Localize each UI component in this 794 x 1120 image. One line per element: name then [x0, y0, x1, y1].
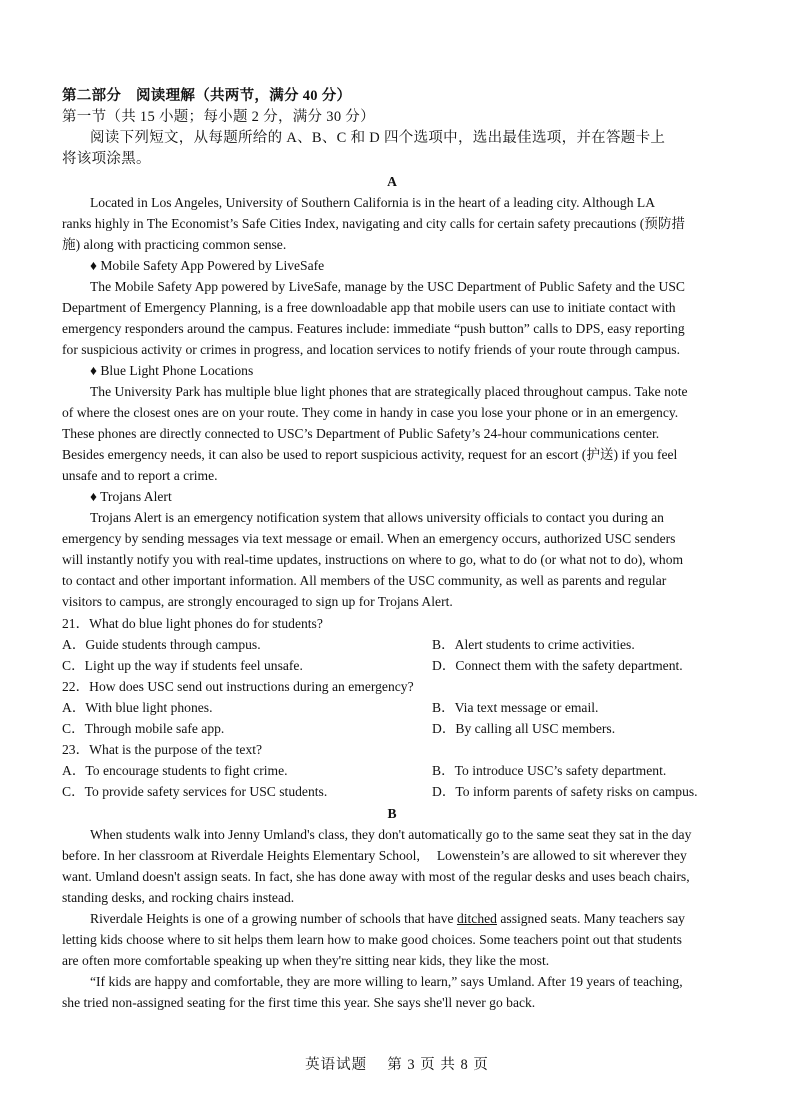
- paragraph-line: Located in Los Angeles, University of Southern California is in the heart of a leading city. Although LA: [90, 195, 656, 210]
- option-row: [62, 697, 722, 718]
- question-stem: 23．What is the purpose of the text?: [62, 742, 263, 757]
- option-d: D．Connect them with the safety department.: [432, 658, 683, 673]
- part-title: 第二部分 阅读理解（共两节，满分 40 分）: [62, 88, 352, 104]
- paragraph-line: want. Umland doesn't assign seats. In fact, she has done away with most of the regular desks and uses beach chairs,: [62, 869, 690, 884]
- paragraph-line: unsafe and to report a crime.: [62, 468, 218, 483]
- option-row: [62, 655, 722, 676]
- option-row: [62, 781, 722, 802]
- subheading: ♦ Mobile Safety App Powered by LiveSafe: [90, 258, 325, 273]
- paragraph-line: The Mobile Safety App powered by LiveSafe, manage by the USC Department of Public Safety and the USC: [90, 279, 685, 294]
- option-b: B．Via text message or email.: [432, 700, 599, 715]
- questions: [62, 613, 722, 802]
- instruction-line: 阅读下列短文，从每题所给的 A、B、C 和 D 四个选项中，选出最佳选项，并在答题卡上: [90, 130, 666, 146]
- option-a: A．With blue light phones.: [62, 700, 213, 715]
- paragraph-line: Department of Emergency Planning, is a free downloadable app that mobile users can use to initiate contact with: [62, 300, 676, 315]
- option-row: [62, 718, 722, 739]
- paragraph-line: of where the closest ones are on your route. They come in handy in case you lose your phone or in an emergency.: [62, 405, 679, 420]
- paragraph-line: These phones are directly connected to USC’s Department of Public Safety’s 24-hour communications center.: [62, 426, 660, 441]
- instruction-line: 将该项涂黑。: [62, 151, 151, 167]
- option-row: [62, 760, 722, 781]
- paragraph-line: The University Park has multiple blue light phones that are strategically placed throughout campus. Take note: [90, 384, 688, 399]
- paragraph-line: Trojans Alert is an emergency notification system that allows university officials to contact you during an: [90, 510, 664, 525]
- option-c: C．Through mobile safe app.: [62, 721, 225, 736]
- paragraph-line: she tried non-assigned seating for the first time this year. She says she'll never go back.: [62, 995, 536, 1010]
- paragraph-line: When students walk into Jenny Umland's class, they don't automatically go to the same seat they sat in the day: [90, 827, 692, 842]
- paragraph-line: 施) along with practicing common sense.: [62, 237, 287, 252]
- passage-b: [62, 803, 722, 1013]
- paragraph-line: before. In her classroom at Riverdale Heights Elementary School, Lowenstein’s are allowed to sit wherever they: [62, 848, 687, 863]
- underlined-word: ditched: [456, 911, 497, 926]
- paragraph-line: will instantly notify you with real-time updates, instructions on where to go, what to do (or what not to do), whom: [62, 552, 684, 567]
- section-header: [62, 86, 722, 170]
- option-row: [62, 634, 722, 655]
- paragraph-line: to contact and other important information. All members of the USC community, as well as parents and regular: [62, 573, 667, 588]
- page-footer: 英语试题 第 3 页 共 8 页: [305, 1057, 489, 1073]
- option-c: C．Light up the way if students feel unsafe.: [62, 658, 303, 673]
- paragraph-line: visitors to campus, are strongly encouraged to sign up for Trojans Alert.: [62, 594, 453, 609]
- paragraph-line: emergency by sending messages via text message or email. When an emergency occurs, authorized USC senders: [62, 531, 676, 546]
- paragraph-line: Besides emergency needs, it can also be used to report suspicious activity, request for an escort (护送) if you feel: [62, 447, 678, 462]
- option-c: C．To provide safety services for USC students.: [62, 784, 328, 799]
- paragraph-line: standing desks, and rocking chairs instead.: [62, 890, 295, 905]
- option-b: B．Alert students to crime activities.: [432, 637, 635, 652]
- option-b: B．To introduce USC’s safety department.: [432, 763, 667, 778]
- paragraph-line: “If kids are happy and comfortable, they are more willing to learn,” says Umland. After 19 years of teaching,: [90, 974, 683, 989]
- passage-label: A: [387, 174, 397, 189]
- paragraph-line: ranks highly in The Economist’s Safe Cities Index, navigating and city calls for certain safety precautions (预防措: [62, 216, 686, 231]
- passage-label: B: [387, 806, 397, 821]
- option-a: A．To encourage students to fight crime.: [62, 763, 288, 778]
- paragraph-line: for suspicious activity or crimes in progress, and location services to notify friends of your route through campus.: [62, 342, 680, 357]
- paragraph-line: emergency responders around the campus. Features include: immediate “push button” calls to DPS, easy reporting: [62, 321, 685, 336]
- text-span: assigned seats. Many teachers say: [496, 911, 685, 926]
- option-d: D．To inform parents of safety risks on campus.: [432, 784, 698, 799]
- question-stem: 22．How does USC send out instructions during an emergency?: [62, 679, 414, 694]
- text-span: Riverdale Heights is one of a growing number of schools that have: [90, 911, 457, 926]
- question-stem: 21．What do blue light phones do for students?: [62, 616, 323, 631]
- option-d: D．By calling all USC members.: [432, 721, 616, 736]
- subheading: ♦ Blue Light Phone Locations: [90, 363, 254, 378]
- paragraph-line: are often more comfortable speaking up when they're sitting near kids, they like the most.: [62, 953, 550, 968]
- section-title: 第一节（共 15 小题；每小题 2 分，满分 30 分）: [62, 109, 375, 125]
- subheading: ♦ Trojans Alert: [90, 489, 172, 504]
- passage-a: [62, 171, 722, 612]
- paragraph-line: letting kids choose where to sit helps them learn how to make good choices. Some teachers point out that students: [62, 932, 682, 947]
- paragraph-line: [62, 908, 722, 929]
- option-a: A．Guide students through campus.: [62, 637, 261, 652]
